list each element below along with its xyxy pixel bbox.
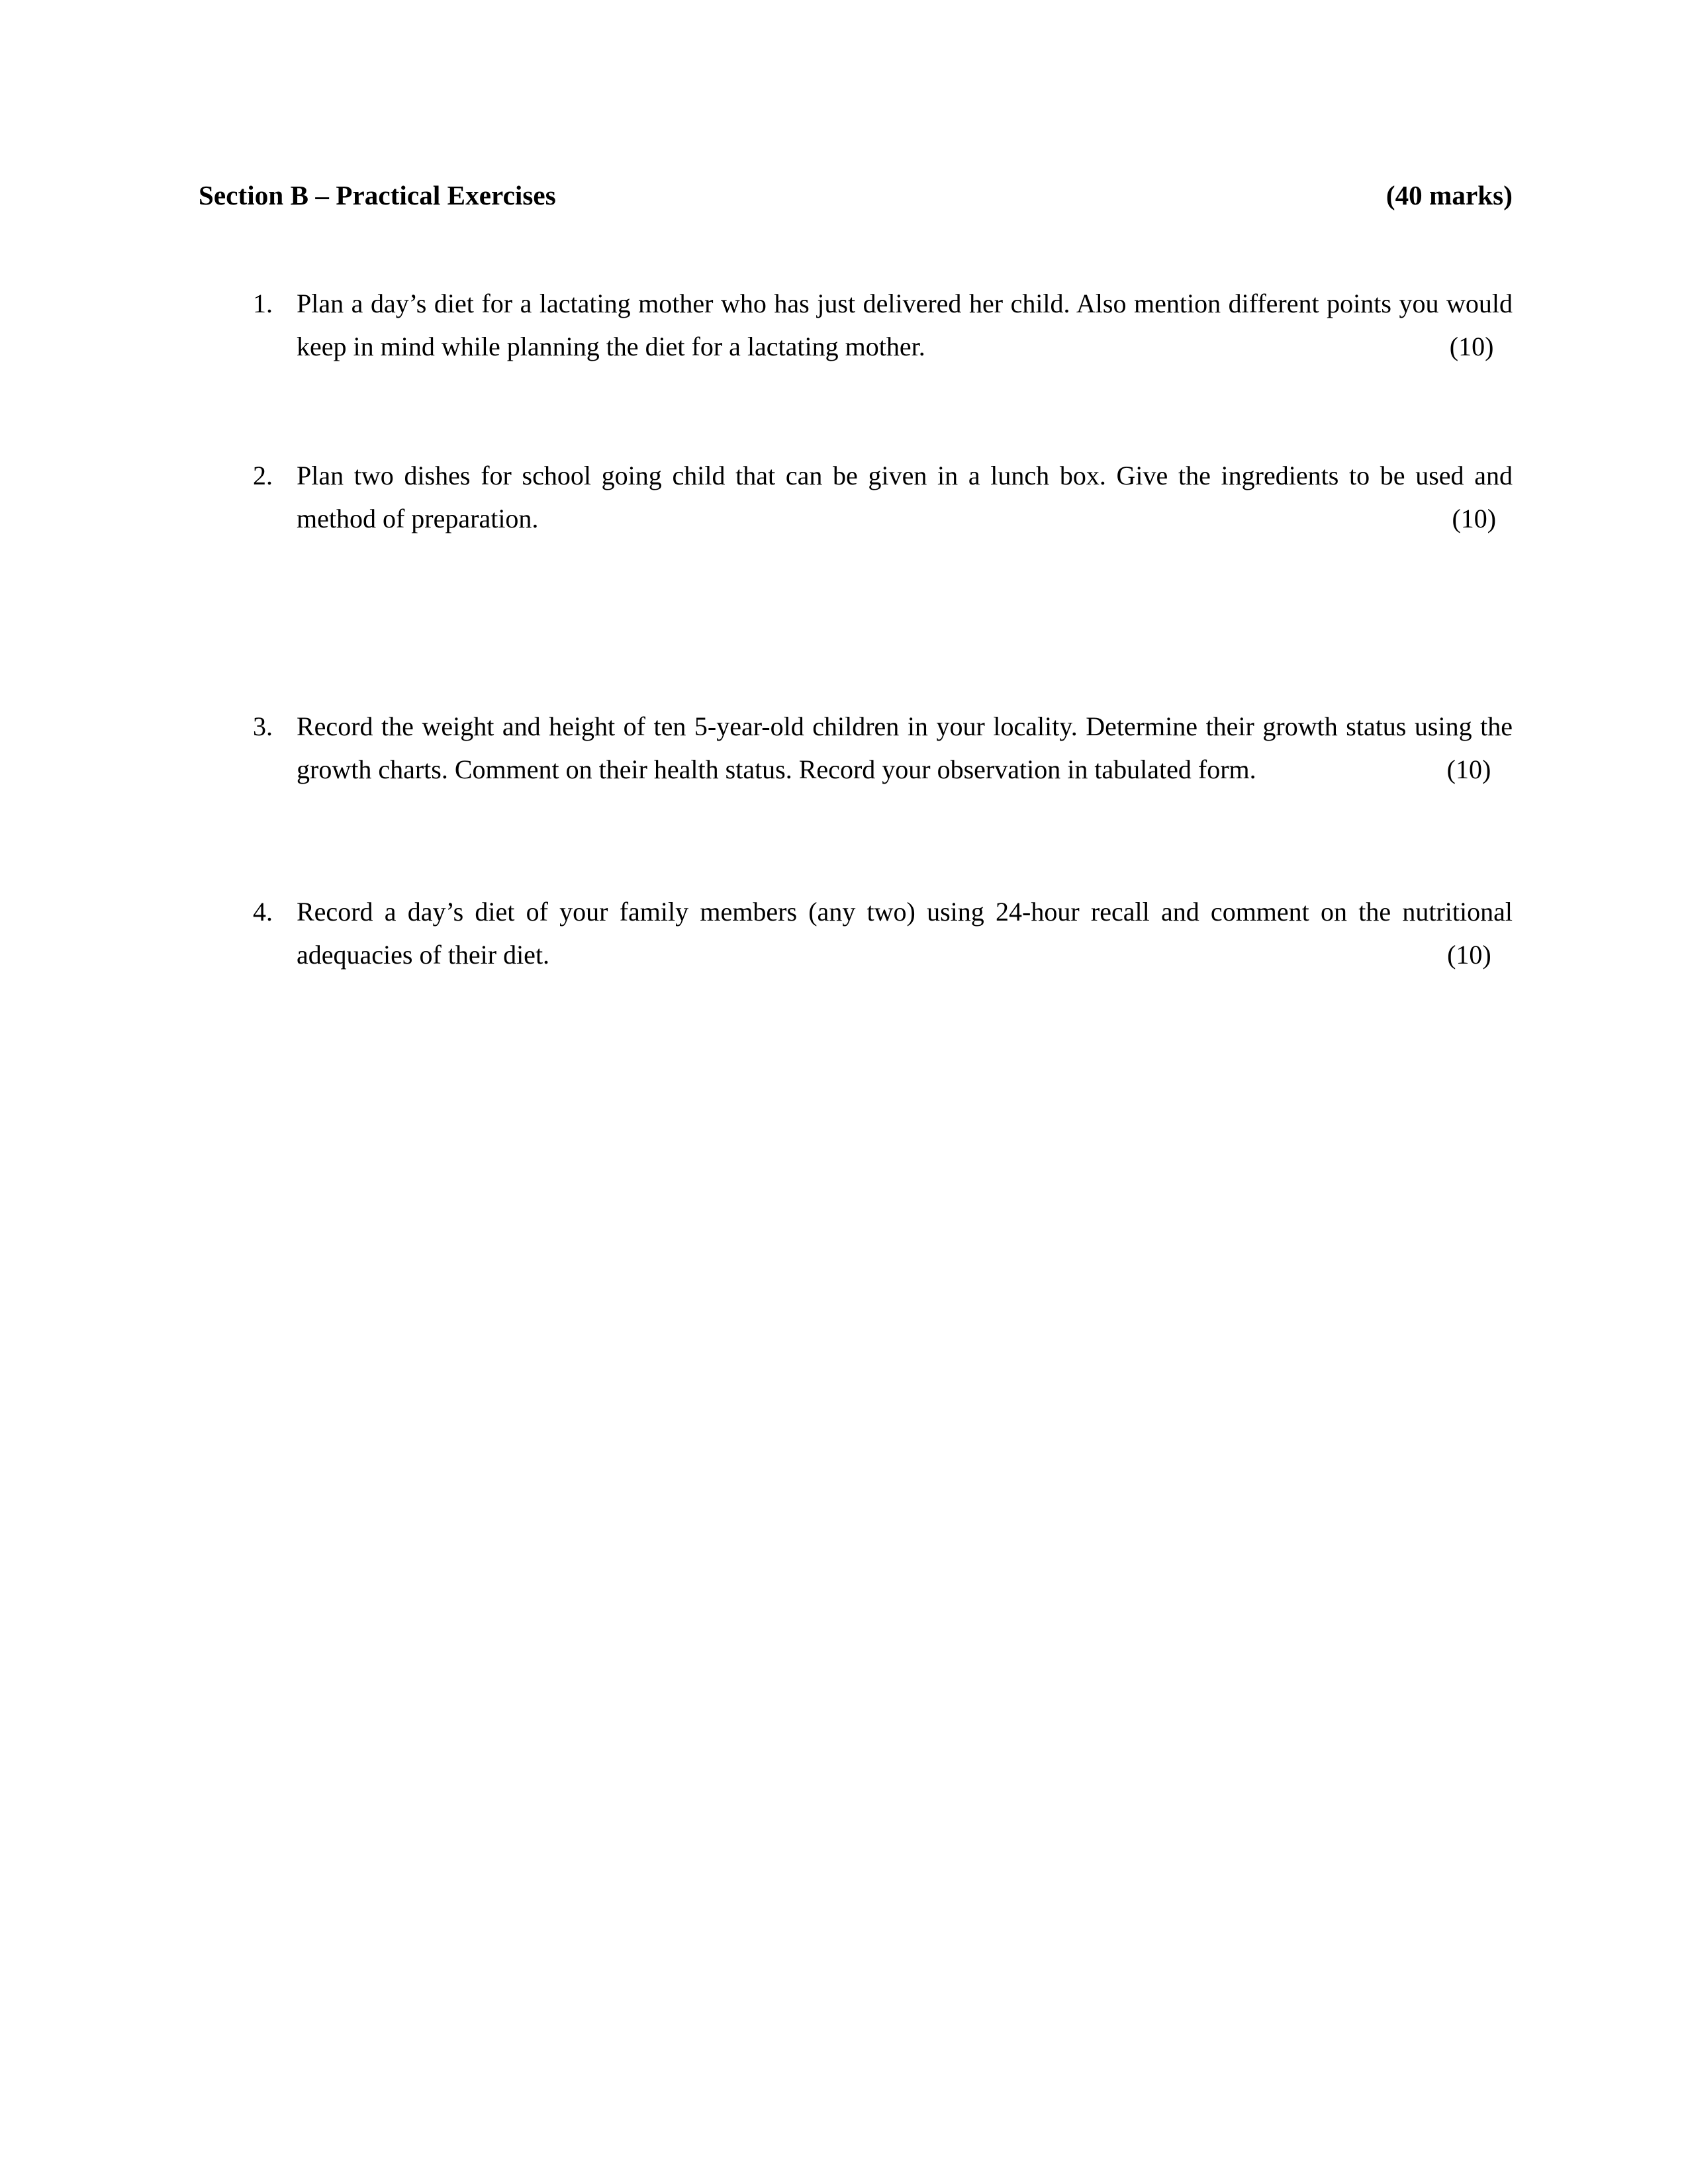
exercise-text-4: Record a day’s diet of your family members (any two) using 24-hour recall and comment on the nutritional adequacies of their diet. bbox=[297, 897, 1513, 970]
exercise-marks-4: (10) bbox=[1447, 939, 1491, 970]
exercise-marks-3: (10) bbox=[1446, 754, 1491, 785]
exercise-item-2 bbox=[199, 455, 1513, 541]
exercise-number-3: 3. bbox=[253, 711, 273, 742]
exercise-number-1: 1. bbox=[253, 289, 273, 319]
section-total-marks: (40 marks) bbox=[1385, 180, 1513, 210]
exercise-text-1: Plan a day’s diet for a lactating mother who has just delivered her child. Also mention different points you would keep in mind while planning the diet for a lactating mother. bbox=[297, 289, 1513, 362]
exercise-item-3 bbox=[199, 705, 1513, 792]
exercise-marks-1: (10) bbox=[1449, 332, 1494, 362]
document-content bbox=[199, 179, 1513, 977]
exercise-marks-2: (10) bbox=[1452, 503, 1497, 533]
spacer-item-2-to-item-3 bbox=[199, 540, 1513, 705]
spacer-item-1-to-item-2 bbox=[199, 369, 1513, 455]
exercise-text-2: Plan two dishes for school going child that can be given in a lunch box. Give the ingredients to be used and method of preparation. bbox=[297, 460, 1513, 533]
marks-leader-space bbox=[549, 963, 1447, 964]
exercise-number-2: 2. bbox=[253, 460, 273, 490]
spacer-item-3-to-item-4 bbox=[199, 792, 1513, 891]
exercise-text-3: Record the weight and height of ten 5-year-old children in your locality. Determine their growth status using the growth charts. Comment on their health status. Record your observation in tabulated form. bbox=[297, 711, 1513, 785]
spacer-heading-to-item-1 bbox=[199, 212, 1513, 283]
exercise-number-4: 4. bbox=[253, 897, 273, 927]
section-title: Section B – Practical Exercises bbox=[199, 180, 556, 210]
exercise-item-4 bbox=[199, 891, 1513, 977]
section-heading bbox=[199, 179, 1513, 212]
exercise-item-1 bbox=[199, 283, 1513, 369]
